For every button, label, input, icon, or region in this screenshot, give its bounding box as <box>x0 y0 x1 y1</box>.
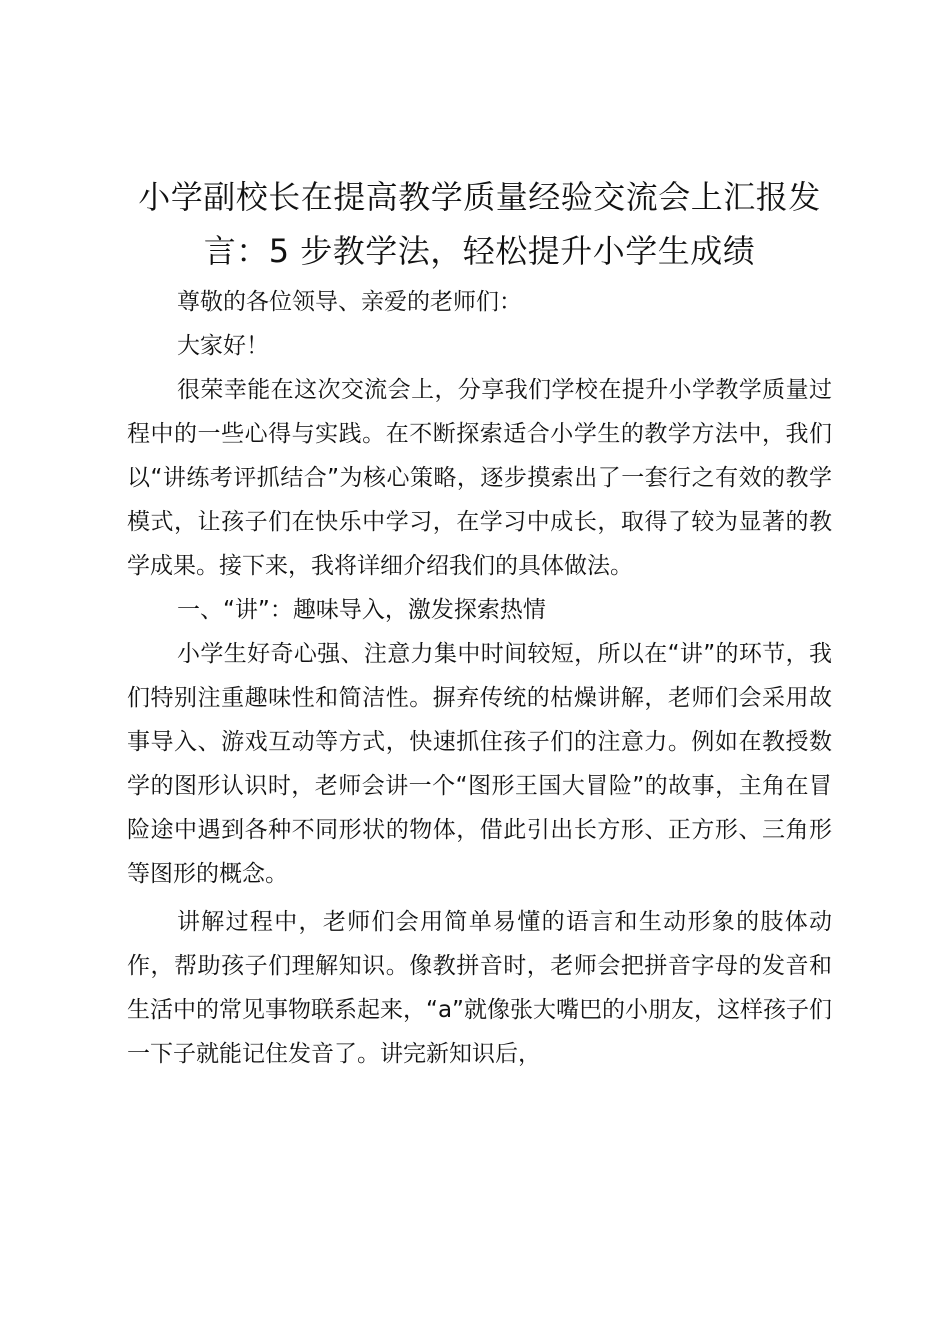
document-title: 小学副校长在提高教学质量经验交流会上汇报发言：5 步教学法，轻松提升小学生成绩 <box>138 178 821 270</box>
intro-paragraph: 很荣幸能在这次交流会上，分享我们学校在提升小学教学质量过程中的一些心得与实践。在不断探索适合小学生的教学方法中，我们以“讲练考评抓结合”为核心策略，逐步摸索出了一套行之有效的教学模式，让孩子们在快乐中学习，在学习中成长，取得了较为显著的教学成果。接下来，我将详细介绍我们的具体做法。 <box>127 377 832 579</box>
greeting: 大家好！ <box>177 333 269 359</box>
salutation: 尊敬的各位领导、亲爱的老师们： <box>177 289 522 315</box>
document-body <box>127 170 832 1076</box>
body-paragraph: 小学生好奇心强、注意力集中时间较短，所以在“讲”的环节，我们特别注重趣味性和简洁性。摒弃传统的枯燥讲解，老师们会采用故事导入、游戏互动等方式，快速抓住孩子们的注意力。例如在教授数学的图形认识时，老师会讲一个“图形王国大冒险”的故事，主角在冒险途中遇到各种不同形状的物体，借此引出长方形、正方形、三角形等图形的概念。 <box>127 641 832 887</box>
body-paragraph: 讲解过程中，老师们会用简单易懂的语言和生动形象的肢体动作，帮助孩子们理解知识。像教拼音时，老师会把拼音字母的发音和生活中的常见事物联系起来，“a”就像张大嘴巴的小朋友，这样孩子们一下子就能记住发音了。讲完新知识后， <box>127 909 832 1067</box>
section-heading-1: 一、“讲”：趣味导入，激发探索热情 <box>177 597 546 623</box>
